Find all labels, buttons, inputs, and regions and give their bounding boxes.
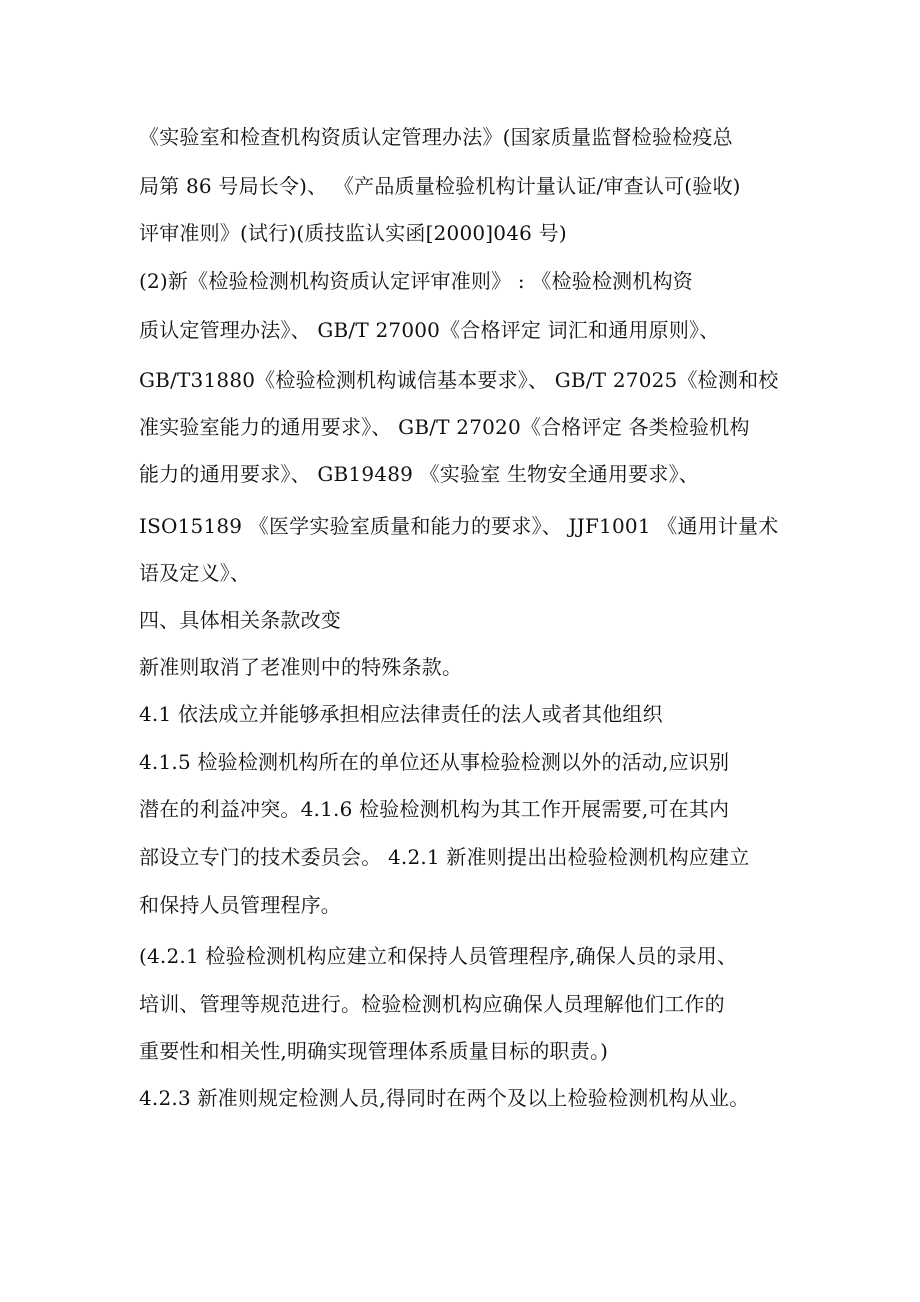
text-line: (2)新《检验检测机构资质认定评审准则》 : 《检验检测机构资 — [139, 269, 693, 293]
text-line: GB/T31880《检验检测机构诚信基本要求》、 GB/T 27025《检测和校 — [139, 368, 779, 392]
text-line: 语及定义》、 — [139, 561, 251, 585]
text-line: 4.1 依法成立并能够承担相应法律责任的法人或者其他组织 — [139, 702, 663, 726]
section-heading: 四、具体相关条款改变 — [139, 608, 341, 632]
text-line: 4.1.5 检验检测机构所在的单位还从事检验检测以外的活动,应识别 — [139, 750, 730, 774]
text-line: 准实验室能力的通用要求》、 GB/T 27020《合格评定 各类检验机构 — [139, 415, 750, 439]
text-line: (4.2.1 检验检测机构应建立和保持人员管理程序,确保人员的录用、 — [139, 944, 738, 968]
text-line: 重要性和相关性,明确实现管理体系质量目标的职责。) — [139, 1039, 609, 1063]
text-line: 《实验室和检查机构资质认定管理办法》(国家质量监督检验检疫总 — [139, 125, 733, 149]
text-line: 局第 86 号局长令)、 《产品质量检验机构计量认证/审查认可(验收) — [139, 174, 741, 198]
text-line: 能力的通用要求》、 GB19489 《实验室 生物安全通用要求》、 — [139, 462, 699, 486]
text-line: 潜在的利益冲突。4.1.6 检验检测机构为其工作开展需要,可在其内 — [139, 797, 730, 821]
text-line: 和保持人员管理程序。 — [139, 893, 341, 917]
text-line: 质认定管理办法》、 GB/T 27000《合格评定 词汇和通用原则》、 — [139, 318, 720, 342]
text-line: 评审准则》(试行)(质技监认实函[2000]046 号) — [139, 221, 567, 245]
text-line: ISO15189 《医学实验室质量和能力的要求》、 JJF1001 《通用计量术 — [139, 514, 779, 538]
text-line: 新准则取消了老准则中的特殊条款。 — [139, 655, 463, 679]
text-line: 4.2.3 新准则规定检测人员,得同时在两个及以上检验检测机构从业。 — [139, 1086, 750, 1110]
text-line: 培训、管理等规范进行。检验检测机构应确保人员理解他们工作的 — [139, 992, 725, 1016]
text-line: 部设立专门的技术委员会。 4.2.1 新准则提出出检验检测机构应建立 — [139, 845, 750, 869]
